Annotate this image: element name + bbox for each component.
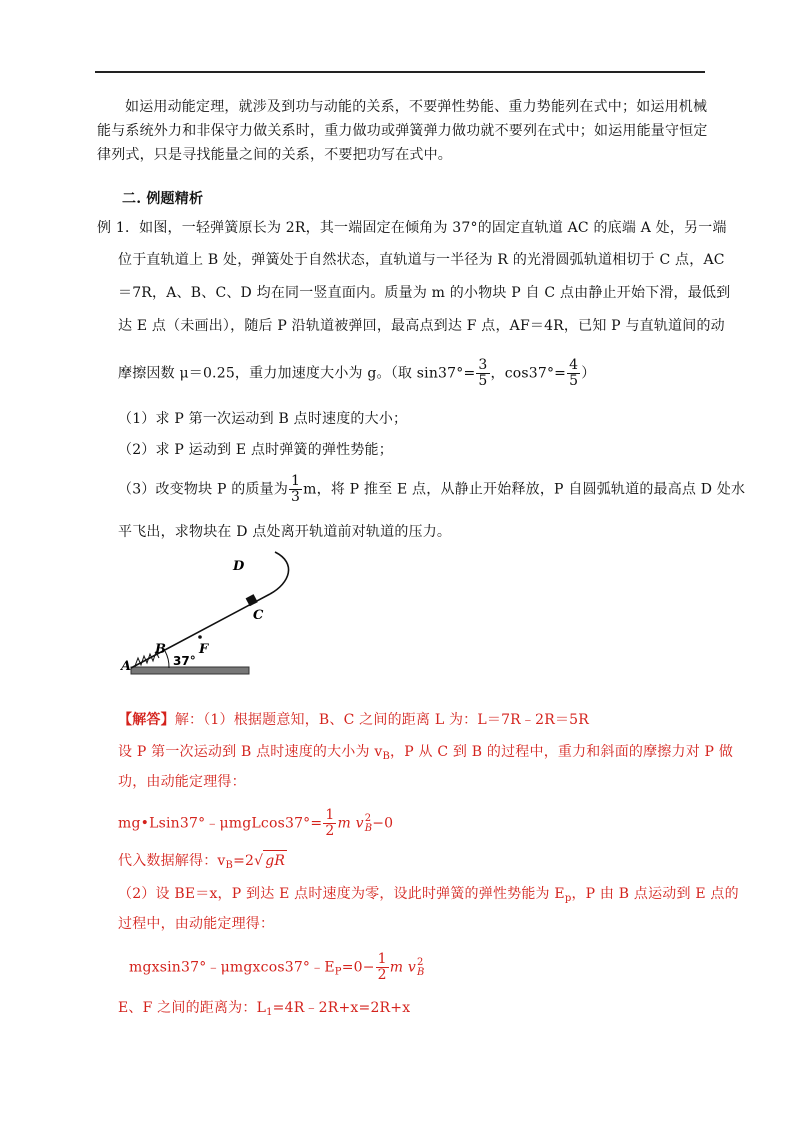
equation-2 (129, 952, 425, 983)
intro-line-1: 如运用动能定理，就涉及到功与动能的关系，不要弹性势能、重力势能列在式中；如运用机械 (125, 99, 708, 115)
fraction-num: 1 (325, 807, 335, 823)
label-f: F (199, 642, 209, 657)
angle-label: 37° (173, 654, 196, 668)
answer-text-2: 设 P 第一次运动到 B 点时速度的大小为 v (118, 744, 383, 760)
solve-line (118, 850, 287, 876)
question-3-cont: 平飞出，求物块在 D 点处离开轨道前对轨道的压力。 (118, 524, 452, 540)
subscript: p (564, 893, 572, 904)
ef-distance-line (118, 998, 410, 1023)
subscript: 1 (266, 1007, 273, 1018)
block-p (246, 594, 258, 606)
equation-2-lhs: mgxsin37°﹣μmgxcos37°﹣E (129, 959, 335, 976)
problem-line-3: ＝7R，A、B、C、D 均在同一竖直面内。质量为 m 的小物块 P 自 C 点由静止开始下滑，最低到 (118, 285, 731, 301)
problem-line-1: 例 1．如图，一轻弹簧原长为 2R，其一端固定在倾角为 37°的固定直轨道 AC 的底端 A 处，另一端 (97, 220, 727, 236)
var-m: m (389, 959, 404, 976)
arc-track (270, 552, 289, 594)
answer-text-2b: ，P 从 C 到 B 的过程中，重力和斜面的摩擦力对 P 做 (390, 744, 734, 760)
solve-eq: =2 (233, 853, 255, 869)
label-d: D (233, 559, 245, 574)
answer-text-1: 解：（1）根据题意知，B、C 之间的距离 L 为：L＝7R﹣2R＝5R (174, 712, 590, 728)
problem-line-4: 达 E 点（未画出），随后 P 沿轨道被弹回，最高点到达 F 点，AF＝4R，已知 P 与直轨道间的动 (118, 318, 725, 334)
point-f (198, 635, 202, 639)
fraction-den: 3 (291, 489, 301, 505)
problem-line-5-end: ） (581, 365, 596, 382)
var-v: v (355, 815, 364, 832)
equation-2-eq: =0− (341, 959, 375, 976)
radical-sign: √ (254, 853, 264, 869)
label-b: B (155, 642, 166, 657)
problem-line-5 (118, 358, 595, 389)
fraction-den: 2 (325, 823, 335, 839)
question-1: （1）求 P 第一次运动到 B 点时速度的大小； (118, 411, 408, 427)
fraction-sin (476, 358, 489, 389)
problem-line-5-text: 摩擦因数 μ＝0.25，重力加速度大小为 g。（取 sin37°= (118, 365, 476, 382)
var-m: m (337, 815, 351, 832)
radicand: gR (263, 850, 287, 871)
question-2: （2）求 P 运动到 E 点时弹簧的弹性势能； (118, 442, 393, 458)
var-v: v (407, 959, 417, 976)
solve-text: 代入数据解得：v (118, 853, 226, 869)
fraction-num: 4 (569, 357, 579, 373)
fraction-half (323, 808, 336, 839)
fraction-cos (567, 358, 580, 389)
fraction-den: 5 (569, 373, 579, 389)
ground-base (131, 667, 249, 674)
ef-eq: =4R﹣2R+x=2R+x (272, 1000, 411, 1016)
subscript: P (334, 966, 342, 978)
fraction-num: 1 (377, 951, 387, 967)
part2-line-2: 过程中，由动能定理得： (118, 916, 275, 932)
part2-text: （2）设 BE＝x，P 到达 E 点时速度为零，设此时弹簧的弹性势能为 E (118, 886, 565, 902)
answer-line-3: 功，由动能定理得： (118, 774, 246, 790)
problem-line-2: 位于直轨道上 B 处，弹簧处于自然状态，直轨道与一半径为 R 的光滑圆弧轨道相切于 C 点，AC (118, 252, 725, 268)
track-figure (115, 548, 315, 684)
fraction-half (376, 952, 389, 983)
subscript: B (417, 966, 425, 978)
section-title: 二. 例题精析 (122, 191, 204, 207)
question-3-rest: m，将 P 推至 E 点，从静止开始释放，P 自圆弧轨道的最高点 D 处水 (303, 481, 746, 498)
sup-sub (417, 958, 425, 978)
subscript: B (225, 860, 234, 871)
fraction-num: 1 (291, 473, 301, 489)
equation-1-end: −0 (372, 815, 394, 832)
subscript: B (382, 751, 391, 762)
question-3-text: （3）改变物块 P 的质量为 (118, 481, 289, 498)
fraction-num: 3 (478, 357, 488, 373)
equation-1-lhs: mg•Lsin37°﹣μmgLcos37°= (118, 815, 323, 832)
superscript: 2 (417, 956, 424, 968)
problem-line-5-mid: ，cos37°= (490, 365, 567, 382)
part2-text-b: ，P 由 B 点运动到 E 点的 (571, 886, 739, 902)
answer-line-2 (118, 742, 733, 767)
ef-text: E、F 之间的距离为：L (118, 1000, 267, 1016)
superscript: 2 (364, 812, 372, 824)
fraction-den: 5 (478, 373, 488, 389)
answer-tag: 【解答】 (118, 712, 175, 728)
fraction-den: 2 (377, 967, 387, 983)
intro-line-3: 律列式，只是寻找能量之间的关系，不要把功写在式中。 (97, 147, 452, 163)
equation-1 (118, 808, 393, 839)
label-a: A (121, 659, 132, 674)
header-rule (95, 71, 705, 73)
fraction-mass (289, 474, 302, 505)
intro-line-2: 能与系统外力和非保守力做关系时，重力做功或弹簧弹力做功就不要列在式中；如运用能量守恒定 (97, 123, 708, 139)
label-c: C (253, 608, 264, 623)
subscript: B (364, 822, 373, 834)
question-3 (118, 474, 745, 505)
answer-line-1 (118, 710, 589, 730)
part2-line-1 (118, 884, 739, 909)
